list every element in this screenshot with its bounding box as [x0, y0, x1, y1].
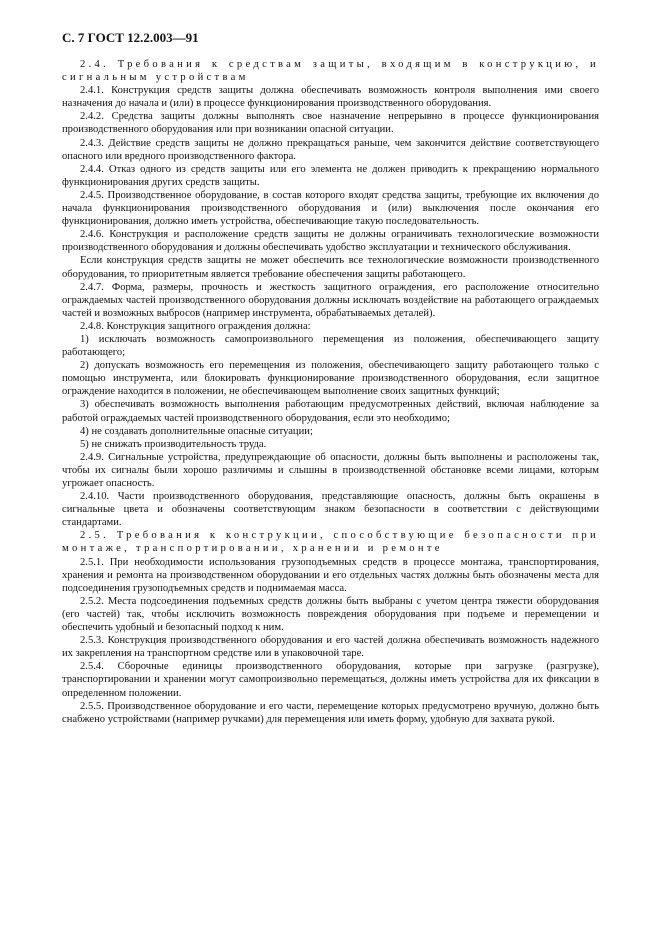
paragraph: 2.5.2. Места подсоединения подъемных средств должны быть выбраны с учетом центра тяжести оборудования (его частей) так, чтобы исключить возможность повреждения оборудования при подъеме и перемещении и обеспечить удобный и безопасный подход к ним.: [62, 595, 599, 634]
paragraph: 2.4.1. Конструкция средств защиты должна обеспечивать возможность контроля выполнения ими своего назначения до начала и (или) в процессе функционирования производственного оборудования.: [62, 85, 599, 110]
paragraph: 2) допускать возможность его перемещения из положения, обеспечивающего защиту работающего только с помощью инструмента, или блокировать функционирование производственного оборудования, если защитное ограждение находится в положении, не обеспечивающем выполнение своих защитных функций;: [62, 360, 599, 398]
paragraph: 4) не создавать дополнительные опасные ситуации;: [80, 425, 313, 437]
paragraph: 2.5.4. Сборочные единицы производственного оборудования, которые при загрузке (разгрузке), транспортировании и хранении могут самопроизвольно перемещаться, должны иметь устройства для их фиксации в определенном положении.: [62, 661, 599, 699]
paragraph: 2.4.6. Конструкция и расположение средств защиты не должны ограничивать технологические возможности производственного оборудования и должны обеспечивать удобство эксплуатации и технического обслуживания.: [62, 229, 599, 254]
paragraph: 2.5. Требования к конструкции, способствующие безопасности при монтаже, транспортировании, хранении и ремонте: [62, 530, 599, 555]
paragraph: 2.4.7. Форма, размеры, прочность и жесткость защитного ограждения, его расположение относительно ограждаемых частей производственного оборудования должны исключать воздействие на работающего ограждаемых частей и возможных выбросов (например инструмента, обрабатываемых деталей).: [62, 281, 599, 319]
paragraph: 1) исключать возможность самопроизвольного перемещения из положения, обеспечивающего защиту работающего;: [62, 333, 599, 359]
paragraph: 2.4.2. Средства защиты должны выполнять свое назначение непрерывно в процессе функционирования производственного оборудования или при возникании опасной ситуации.: [62, 111, 599, 136]
paragraph: 2.4.3. Действие средств защиты не должно прекращаться раньше, чем закончится действие соответствующего опасного или вредного производственного фактора.: [62, 137, 599, 162]
paragraph: 2.4.4. Отказ одного из средств защиты или его элемента не должен приводить к прекращению нормального функционирования других средств защиты.: [62, 163, 599, 188]
paragraph: 2.5.5. Производственное оборудование и его части, перемещение которых предусмотрено вручную, должно быть снабжено устройствами (например ручками) для перемещения или иметь форму, удобную для захвата рукой.: [62, 700, 599, 725]
paragraph: Если конструкция средств защиты не может обеспечить все технологические возможности производственного оборудования, то приоритетным является требование обеспечения защиты работающего.: [62, 255, 599, 280]
paragraph: 2.5.1. При необходимости использования грузоподъемных средств в процессе монтажа, транспортирования, хранения и ремонта на производственном оборудовании и его отдельных частях должны быть обозначены места для подсоединения грузоподъемных средств и поднимаемая масса.: [62, 556, 599, 594]
document-body: [62, 58, 599, 726]
paragraph: 2.4.8. Конструкция защитного ограждения должна:: [80, 320, 311, 332]
page-header: С. 7 ГОСТ 12.2.003—91: [62, 30, 199, 45]
paragraph: 2.4.10. Части производственного оборудования, представляющие опасность, должны быть окрашены в сигнальные цвета и обозначены соответствующим знаком безопасности в соответствии с действующими стандартами.: [62, 491, 599, 529]
paragraph: 2.5.3. Конструкция производственного оборудования и его частей должна обеспечивать возможность надежного их закрепления на транспортном средстве или в упаковочной таре.: [62, 635, 599, 660]
paragraph: 5) не снижать производительность труда.: [80, 438, 267, 450]
paragraph: 3) обеспечивать возможность выполнения работающим предусмотренных действий, включая наблюдение за работой ограждаемых частей производственного оборудования, если это необходимо;: [62, 399, 599, 424]
paragraph: 2.4. Требования к средствам защиты, входящим в конструкцию, и сигнальным устройствам: [62, 59, 599, 84]
paragraph: 2.4.9. Сигнальные устройства, предупреждающие об опасности, должны быть выполнены и расположены так, чтобы их сигналы были хорошо различимы и слышны в производственной обстановке всеми лицами, которым угрожает опасность.: [62, 451, 599, 489]
paragraph: 2.4.5. Производственное оборудование, в состав которого входят средства защиты, требующие их включения до начала функционирования производственного оборудования и (или) выключения после окончания его функционирования, должно иметь устройства, обеспечивающие такую последовательность.: [62, 189, 599, 228]
